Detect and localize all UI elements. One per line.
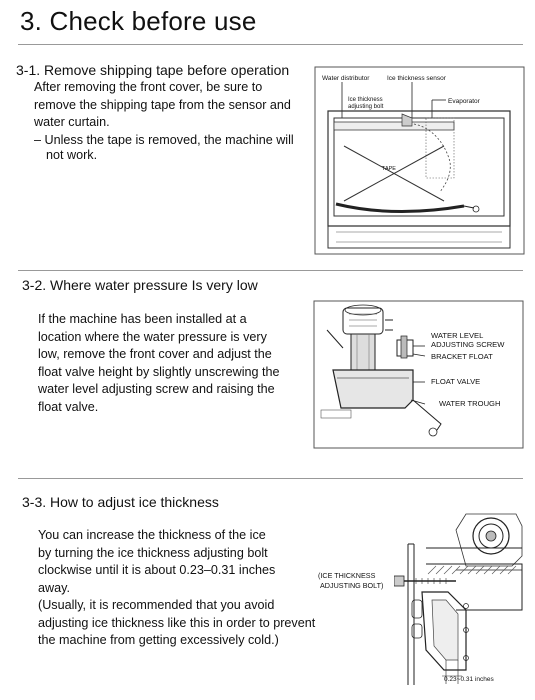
label-float-valve: FLOAT VALVE <box>431 377 481 386</box>
section-2-line: location where the water pressure is very <box>38 329 267 344</box>
section-3-line: clockwise until it is about 0.23–0.31 inches <box>38 563 276 577</box>
section-1-line: water curtain. <box>34 115 110 129</box>
label-ice-adjusting-2: adjusting bolt <box>348 104 384 110</box>
water-pressure-diagram <box>313 300 525 450</box>
section-3-line: away. <box>38 580 70 595</box>
label-water-level-2: ADJUSTING SCREW <box>431 340 505 349</box>
label-bracket-float: BRACKET FLOAT <box>431 352 493 361</box>
label-water-distributor: Water distributor <box>322 75 370 82</box>
figure-ice-thickness <box>316 500 526 697</box>
label-water-trough: WATER TROUGH <box>439 399 501 408</box>
figure-shipping-tape <box>314 66 526 261</box>
label-ice-sensor: Ice thickness sensor <box>387 75 446 82</box>
section-3-heading: 3-3. How to adjust ice thickness <box>22 494 219 510</box>
section-1-text <box>34 79 294 162</box>
label-bolt-2: ADJUSTING BOLT) <box>320 581 384 590</box>
section-3-line: by turning the ice thickness adjusting bolt <box>38 545 268 560</box>
section-1-heading: 3-1. Remove shipping tape before operation <box>16 62 290 78</box>
shipping-tape-diagram <box>314 66 526 256</box>
section-2-text <box>38 311 280 416</box>
section-1-line: remove the shipping tape from the sensor and <box>34 97 291 112</box>
label-ice-adjusting-1: Ice thickness <box>348 97 383 103</box>
section-2-heading: 3-2. Where water pressure Is very low <box>22 277 258 293</box>
section-2-line: low, remove the front cover and adjust the <box>38 347 272 361</box>
section-3-text <box>38 527 315 650</box>
section-1-line: After removing the front cover, be sure to <box>34 80 263 94</box>
section-2-line: float valve height by slightly unscrewing the <box>38 364 280 379</box>
section-3-line: the machine from getting excessively cold.) <box>38 633 279 647</box>
label-water-level-1: WATER LEVEL <box>431 331 484 340</box>
label-evaporator: Evaporator <box>448 98 480 105</box>
section-2-line: If the machine has been installed at a <box>38 312 247 326</box>
label-gap: 0.23~0.31 inches <box>444 676 494 683</box>
section-1-line: not work. <box>46 148 98 162</box>
section-2-line: water level adjusting screw and raising the <box>38 382 275 396</box>
section-3-line: adjusting ice thickness like this in order to prevent <box>38 615 316 630</box>
section-1-line: – Unless the tape is removed, the machine will <box>34 132 294 147</box>
figure-water-pressure <box>313 300 525 455</box>
section-2-line: float valve. <box>38 399 99 414</box>
section-3-line: You can increase the thickness of the ice <box>38 528 266 542</box>
page-title: 3. Check before use <box>20 6 257 36</box>
label-bolt-1: (ICE THICKNESS <box>318 571 376 580</box>
title-rule <box>18 44 523 45</box>
section-3-line: (Usually, it is recommended that you avoid <box>38 598 275 612</box>
ice-thickness-diagram <box>316 500 526 692</box>
label-tape: TAPE <box>382 166 396 172</box>
section-1-rule <box>18 270 523 271</box>
section-2-rule <box>18 478 523 479</box>
